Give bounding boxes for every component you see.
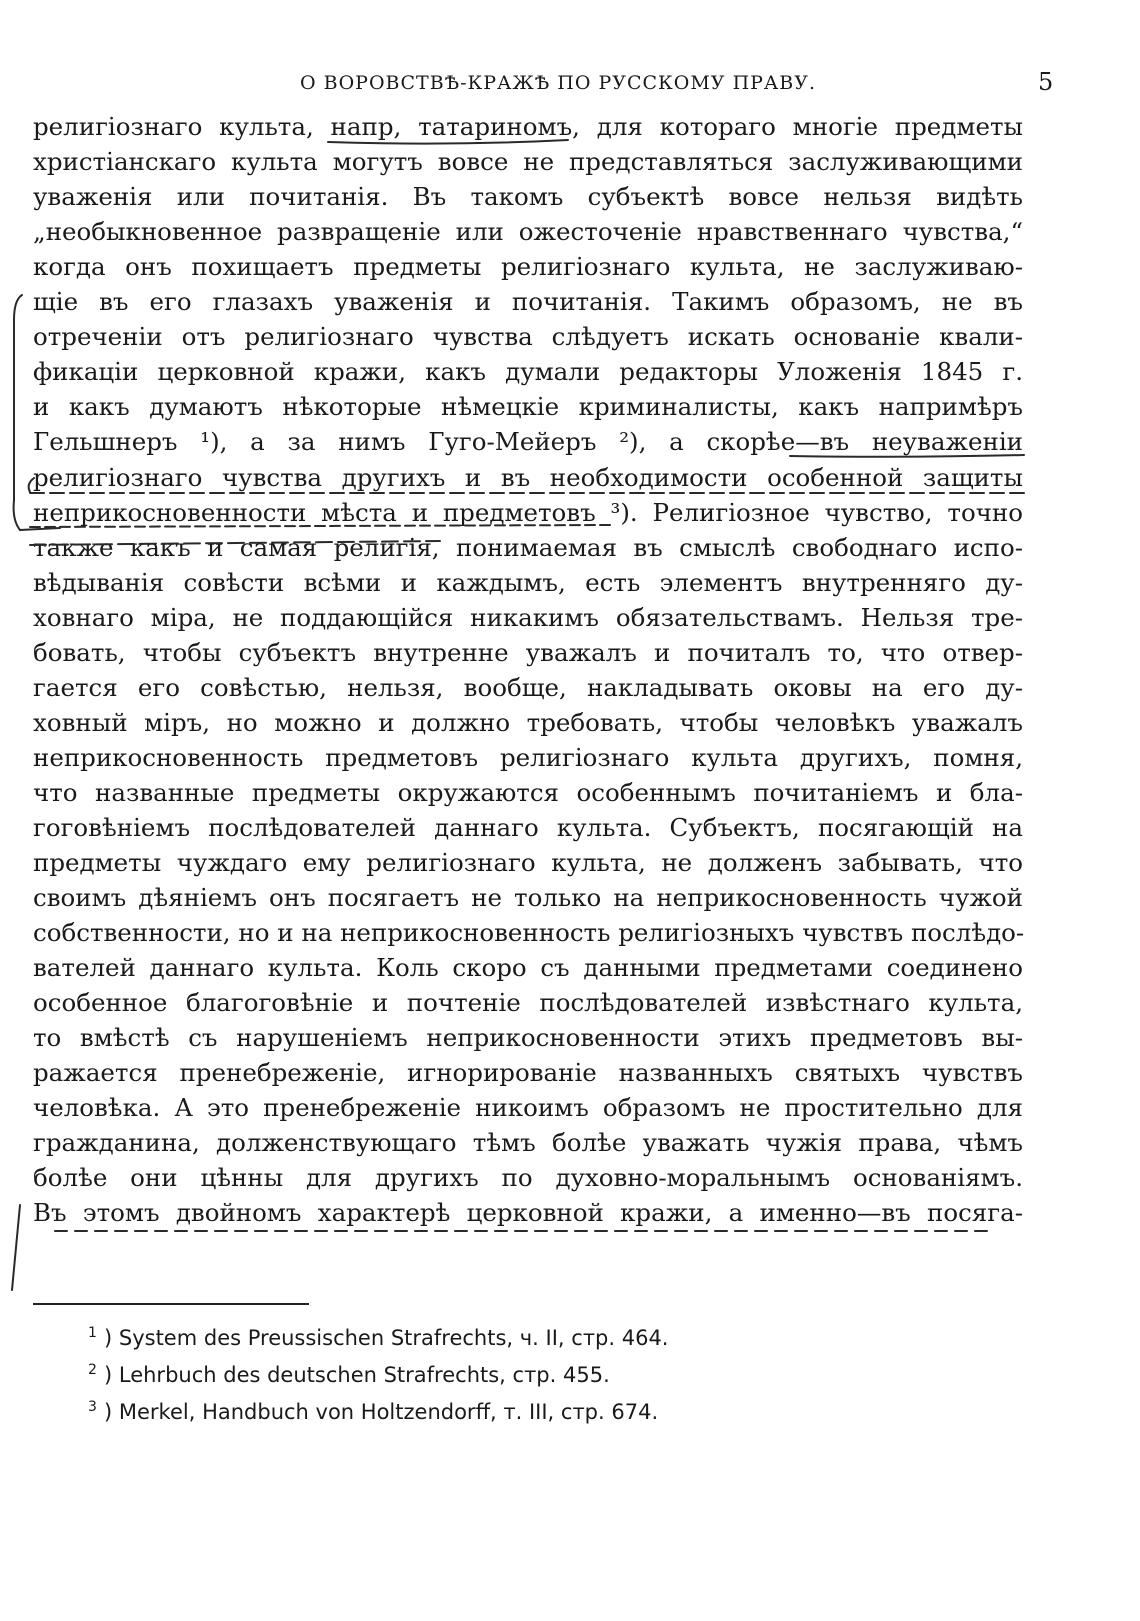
text-line: собственности, но и на неприкосновенность религіозныхъ чувствъ послѣдо- xyxy=(33,918,1025,947)
margin-bracket xyxy=(14,295,22,530)
text-line: ражается пренебреженіе, игнорированіе названныхъ святыхъ чувствъ xyxy=(33,1058,1023,1087)
footnote-mark: 3 xyxy=(88,1399,97,1415)
footnote: 2 ) Lehrbuch des deutschen Strafrechts, стр. 455. xyxy=(100,1360,668,1397)
footnote-mark: 2 xyxy=(88,1362,97,1378)
text-line: когда онъ похищаетъ предметы религіознаго культа, не заслуживаю- xyxy=(33,252,1023,281)
text-line: религіознаго культа, напр, татариномъ, для котораго многіе предметы xyxy=(33,112,1023,141)
text-line: христіанскаго культа могутъ вовсе не представляться заслуживающими xyxy=(33,147,1023,176)
text-line: „необыкновенное развращеніе или ожесточеніе нравственнаго чувства,“ xyxy=(33,217,1023,246)
text-line: вѣдыванія совѣсти всѣми и каждымъ, есть элементъ внутренняго ду- xyxy=(33,568,1023,597)
footnote-mark: 1 xyxy=(88,1325,97,1341)
footnote: 3 ) Merkel, Handbuch von Holtzendorff, т. III, стр. 674. xyxy=(100,1397,668,1434)
page-number: 5 xyxy=(1038,68,1054,96)
text-line: болѣе они цѣнны для другихъ по духовно-моральнымъ основаніямъ. xyxy=(33,1163,1023,1192)
text-line: Въ этомъ двойномъ характерѣ церковной кражи, а именно—въ посяга- xyxy=(33,1198,1023,1227)
text-line: что названные предметы окружаются особеннымъ почитаніемъ и бла- xyxy=(33,778,1023,807)
text-line: религіознаго чувства другихъ и въ необходимости особенной защиты xyxy=(33,463,1023,492)
text-line: неприкосновенность предметовъ религіознаго культа другихъ, помня, xyxy=(33,743,1023,772)
text-line: своимъ дѣяніемъ онъ посягаетъ не только на неприкосновенность чужой xyxy=(33,883,1023,912)
text-line: также какъ и самая религія, понимаемая въ смыслѣ свободнаго испо- xyxy=(33,533,1023,562)
running-head: О ВОРОВСТВѢ-КРАЖѢ ПО РУССКОМУ ПРАВУ. xyxy=(300,72,817,94)
text-line: гражданина, долженствующаго тѣмъ болѣе уважать чужія права, чѣмъ xyxy=(33,1128,1023,1157)
text-line: вателей даннаго культа. Коль скоро съ данными предметами соединено xyxy=(33,953,1023,982)
text-line: гоговѣніемъ послѣдователей даннаго культа. Субъектъ, посягающій на xyxy=(33,813,1023,842)
text-line: бовать, чтобы субъектъ внутренне уважалъ и почиталъ то, что отвер- xyxy=(33,638,1023,667)
text-line: ховнаго міра, не поддающійся никакимъ обязательствамъ. Нельзя тре- xyxy=(33,603,1023,632)
text-line: то вмѣстѣ съ нарушеніемъ неприкосновенности этихъ предметовъ вы- xyxy=(33,1023,1023,1052)
margin-bracket xyxy=(20,528,60,530)
text-line: щіе въ его глазахъ уваженія и почитанія. Такимъ образомъ, не въ xyxy=(33,287,1023,316)
text-line: фикаціи церковной кражи, какъ думали редакторы Уложенія 1845 г. xyxy=(33,357,1023,386)
text-line: гается его совѣстью, нельзя, вообще, накладывать оковы на его ду- xyxy=(33,673,1023,702)
text-line: и какъ думаютъ нѣкоторые нѣмецкіе криминалисты, какъ напримѣръ xyxy=(33,392,1023,421)
text-line: человѣка. А это пренебреженіе никоимъ образомъ не простительно для xyxy=(33,1093,1023,1122)
footnote-text: Lehrbuch des deutschen Strafrechts, стр. 455. xyxy=(118,1363,610,1387)
footnote: 1 ) System des Preussischen Strafrechts, ч. II, стр. 464. xyxy=(100,1323,668,1360)
text-line: отреченіи отъ религіознаго чувства слѣдуетъ искать основаніе квали- xyxy=(33,322,1023,351)
margin-bracket xyxy=(12,1205,20,1290)
footnote-text: System des Preussischen Strafrechts, ч. II, стр. 464. xyxy=(118,1326,669,1350)
footnote-rule xyxy=(33,1303,309,1305)
text-line: неприкосновенности мѣста и предметовъ ³). Религіозное чувство, точно xyxy=(33,498,1023,527)
text-line: ховный міръ, но можно и должно требовать, чтобы человѣкъ уважалъ xyxy=(33,708,1023,737)
footnotes xyxy=(88,1323,669,1434)
text-line: уваженія или почитанія. Въ такомъ субъектѣ вовсе нельзя видѣть xyxy=(33,182,1023,211)
text-line: Гельшнеръ ¹), а за нимъ Гуго-Мейеръ ²), а скорѣе—въ неуваженіи xyxy=(33,427,1023,456)
text-line: предметы чуждаго ему религіознаго культа, не долженъ забывать, что xyxy=(33,848,1023,877)
text-line: особенное благоговѣніе и почтеніе послѣдователей извѣстнаго культа, xyxy=(33,988,1023,1017)
footnote-text: Merkel, Handbuch von Holtzendorff, т. III, стр. 674. xyxy=(118,1400,659,1424)
